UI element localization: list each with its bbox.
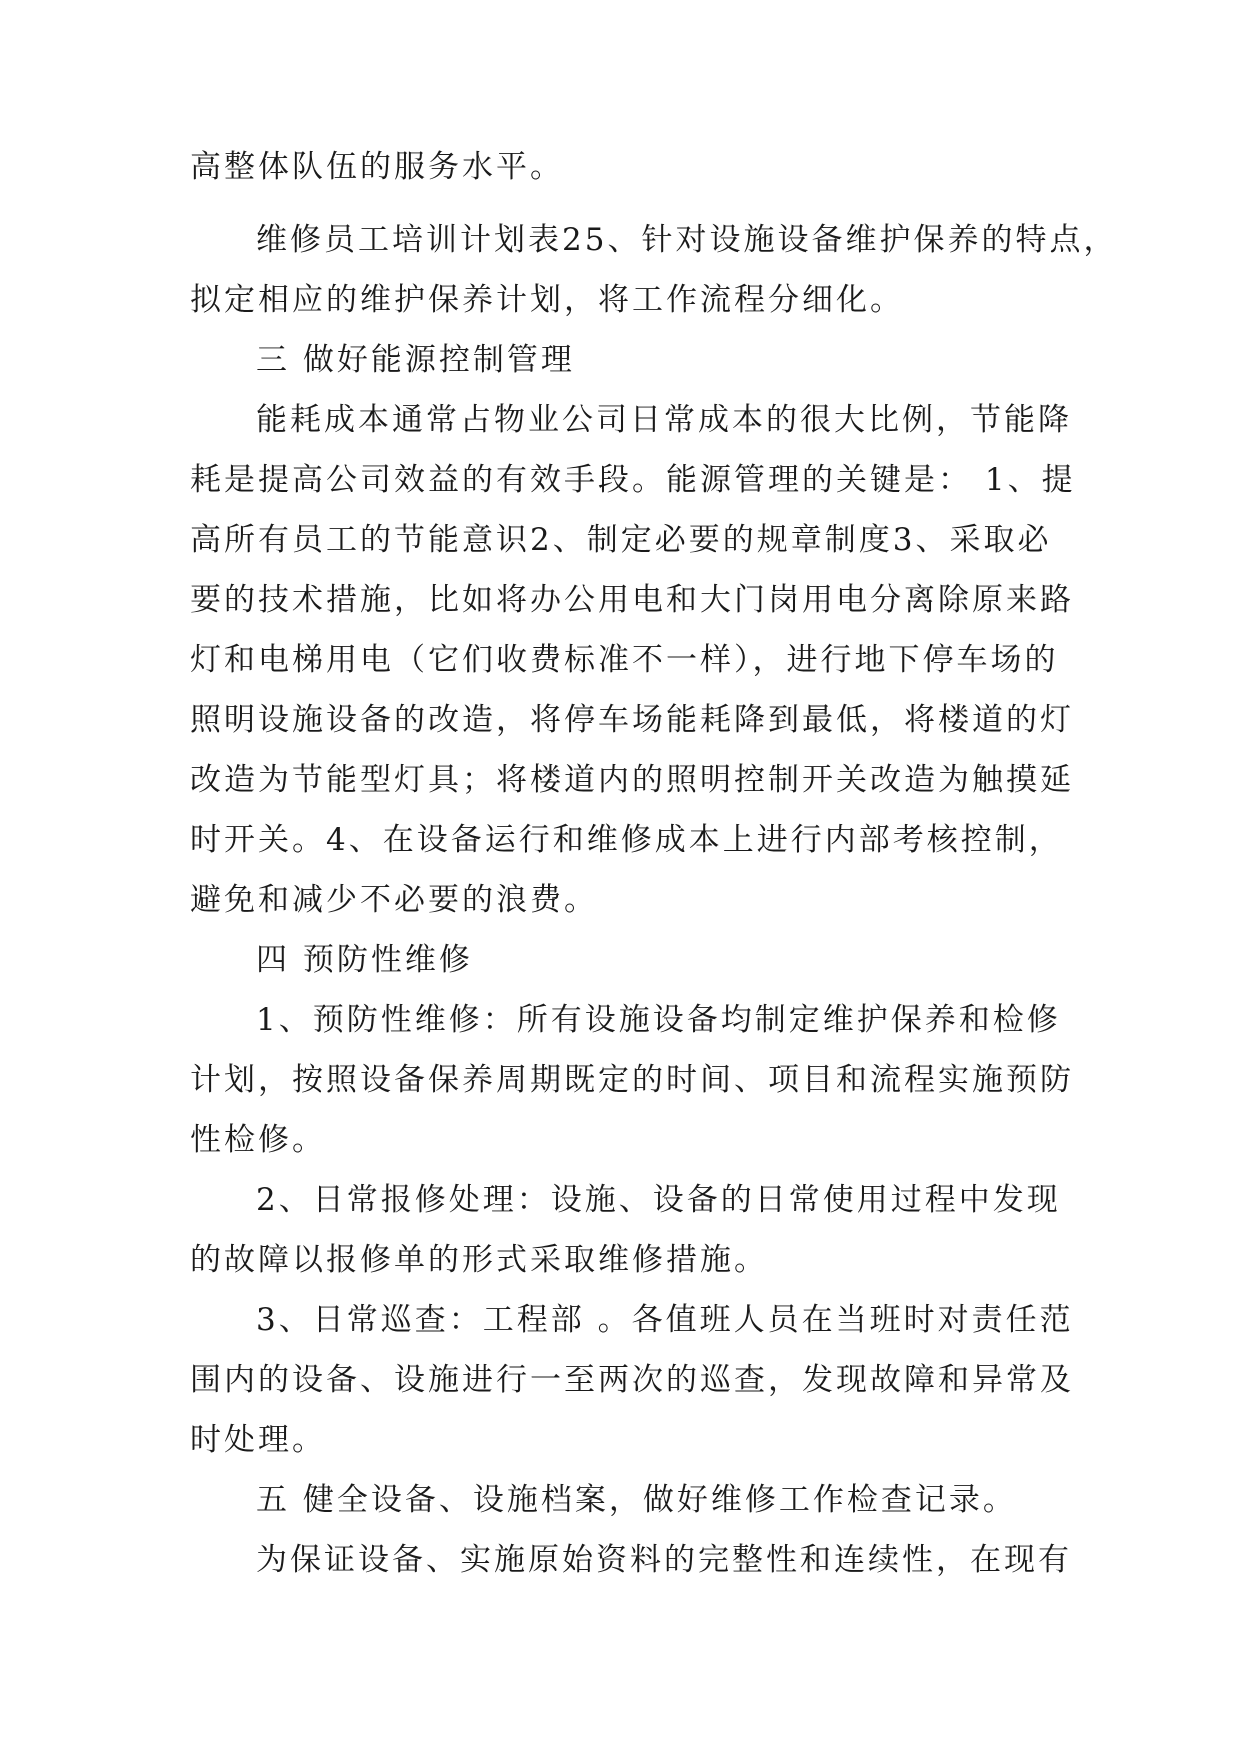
section-heading: 四 预防性维修 bbox=[256, 942, 473, 978]
text-line: 耗是提高公司效益的有效手段。能源管理的关键是： 1、提 bbox=[190, 462, 1076, 498]
text-line: 灯和电梯用电（它们收费标准不一样），进行地下停车场的 bbox=[190, 642, 1059, 678]
text-line: 照明设施设备的改造，将停车场能耗降到最低，将楼道的灯 bbox=[190, 702, 1074, 738]
section-heading: 五 健全设备、设施档案，做好维修工作检查记录。 bbox=[256, 1482, 1017, 1518]
text-line: 避免和减少不必要的浪费。 bbox=[190, 882, 598, 918]
text-line: 性检修。 bbox=[190, 1122, 326, 1158]
text-line: 高所有员工的节能意识2、制定必要的规章制度3、采取必 bbox=[190, 522, 1052, 558]
text-line: 时开关。4、在设备运行和维修成本上进行内部考核控制， bbox=[190, 822, 1063, 858]
text-line: 计划，按照设备保养周期既定的时间、项目和流程实施预防 bbox=[190, 1062, 1074, 1098]
text-line: 高整体队伍的服务水平。 bbox=[190, 149, 564, 185]
text-line: 能耗成本通常占物业公司日常成本的很大比例，节能降 bbox=[256, 402, 1072, 438]
text-line: 拟定相应的维护保养计划，将工作流程分细化。 bbox=[190, 282, 904, 318]
section-heading: 三 做好能源控制管理 bbox=[256, 342, 575, 378]
text-line: 围内的设备、设施进行一至两次的巡查，发现故障和异常及 bbox=[190, 1362, 1074, 1398]
text-line: 的故障以报修单的形式采取维修措施。 bbox=[190, 1242, 768, 1278]
text-line: 要的技术措施，比如将办公用电和大门岗用电分离除原来路 bbox=[190, 582, 1074, 618]
text-line: 维修员工培训计划表25、针对设施设备维护保养的特点， bbox=[256, 222, 1118, 258]
text-line: 2、日常报修处理：设施、设备的日常使用过程中发现 bbox=[256, 1182, 1061, 1218]
text-line: 为保证设备、实施原始资料的完整性和连续性，在现有 bbox=[256, 1542, 1072, 1578]
text-line: 时处理。 bbox=[190, 1422, 326, 1458]
text-line: 3、日常巡查：工程部 。各值班人员在当班时对责任范 bbox=[256, 1302, 1074, 1338]
text-line: 1、预防性维修：所有设施设备均制定维护保养和检修 bbox=[256, 1002, 1061, 1038]
text-line: 改造为节能型灯具；将楼道内的照明控制开关改造为触摸延 bbox=[190, 762, 1074, 798]
